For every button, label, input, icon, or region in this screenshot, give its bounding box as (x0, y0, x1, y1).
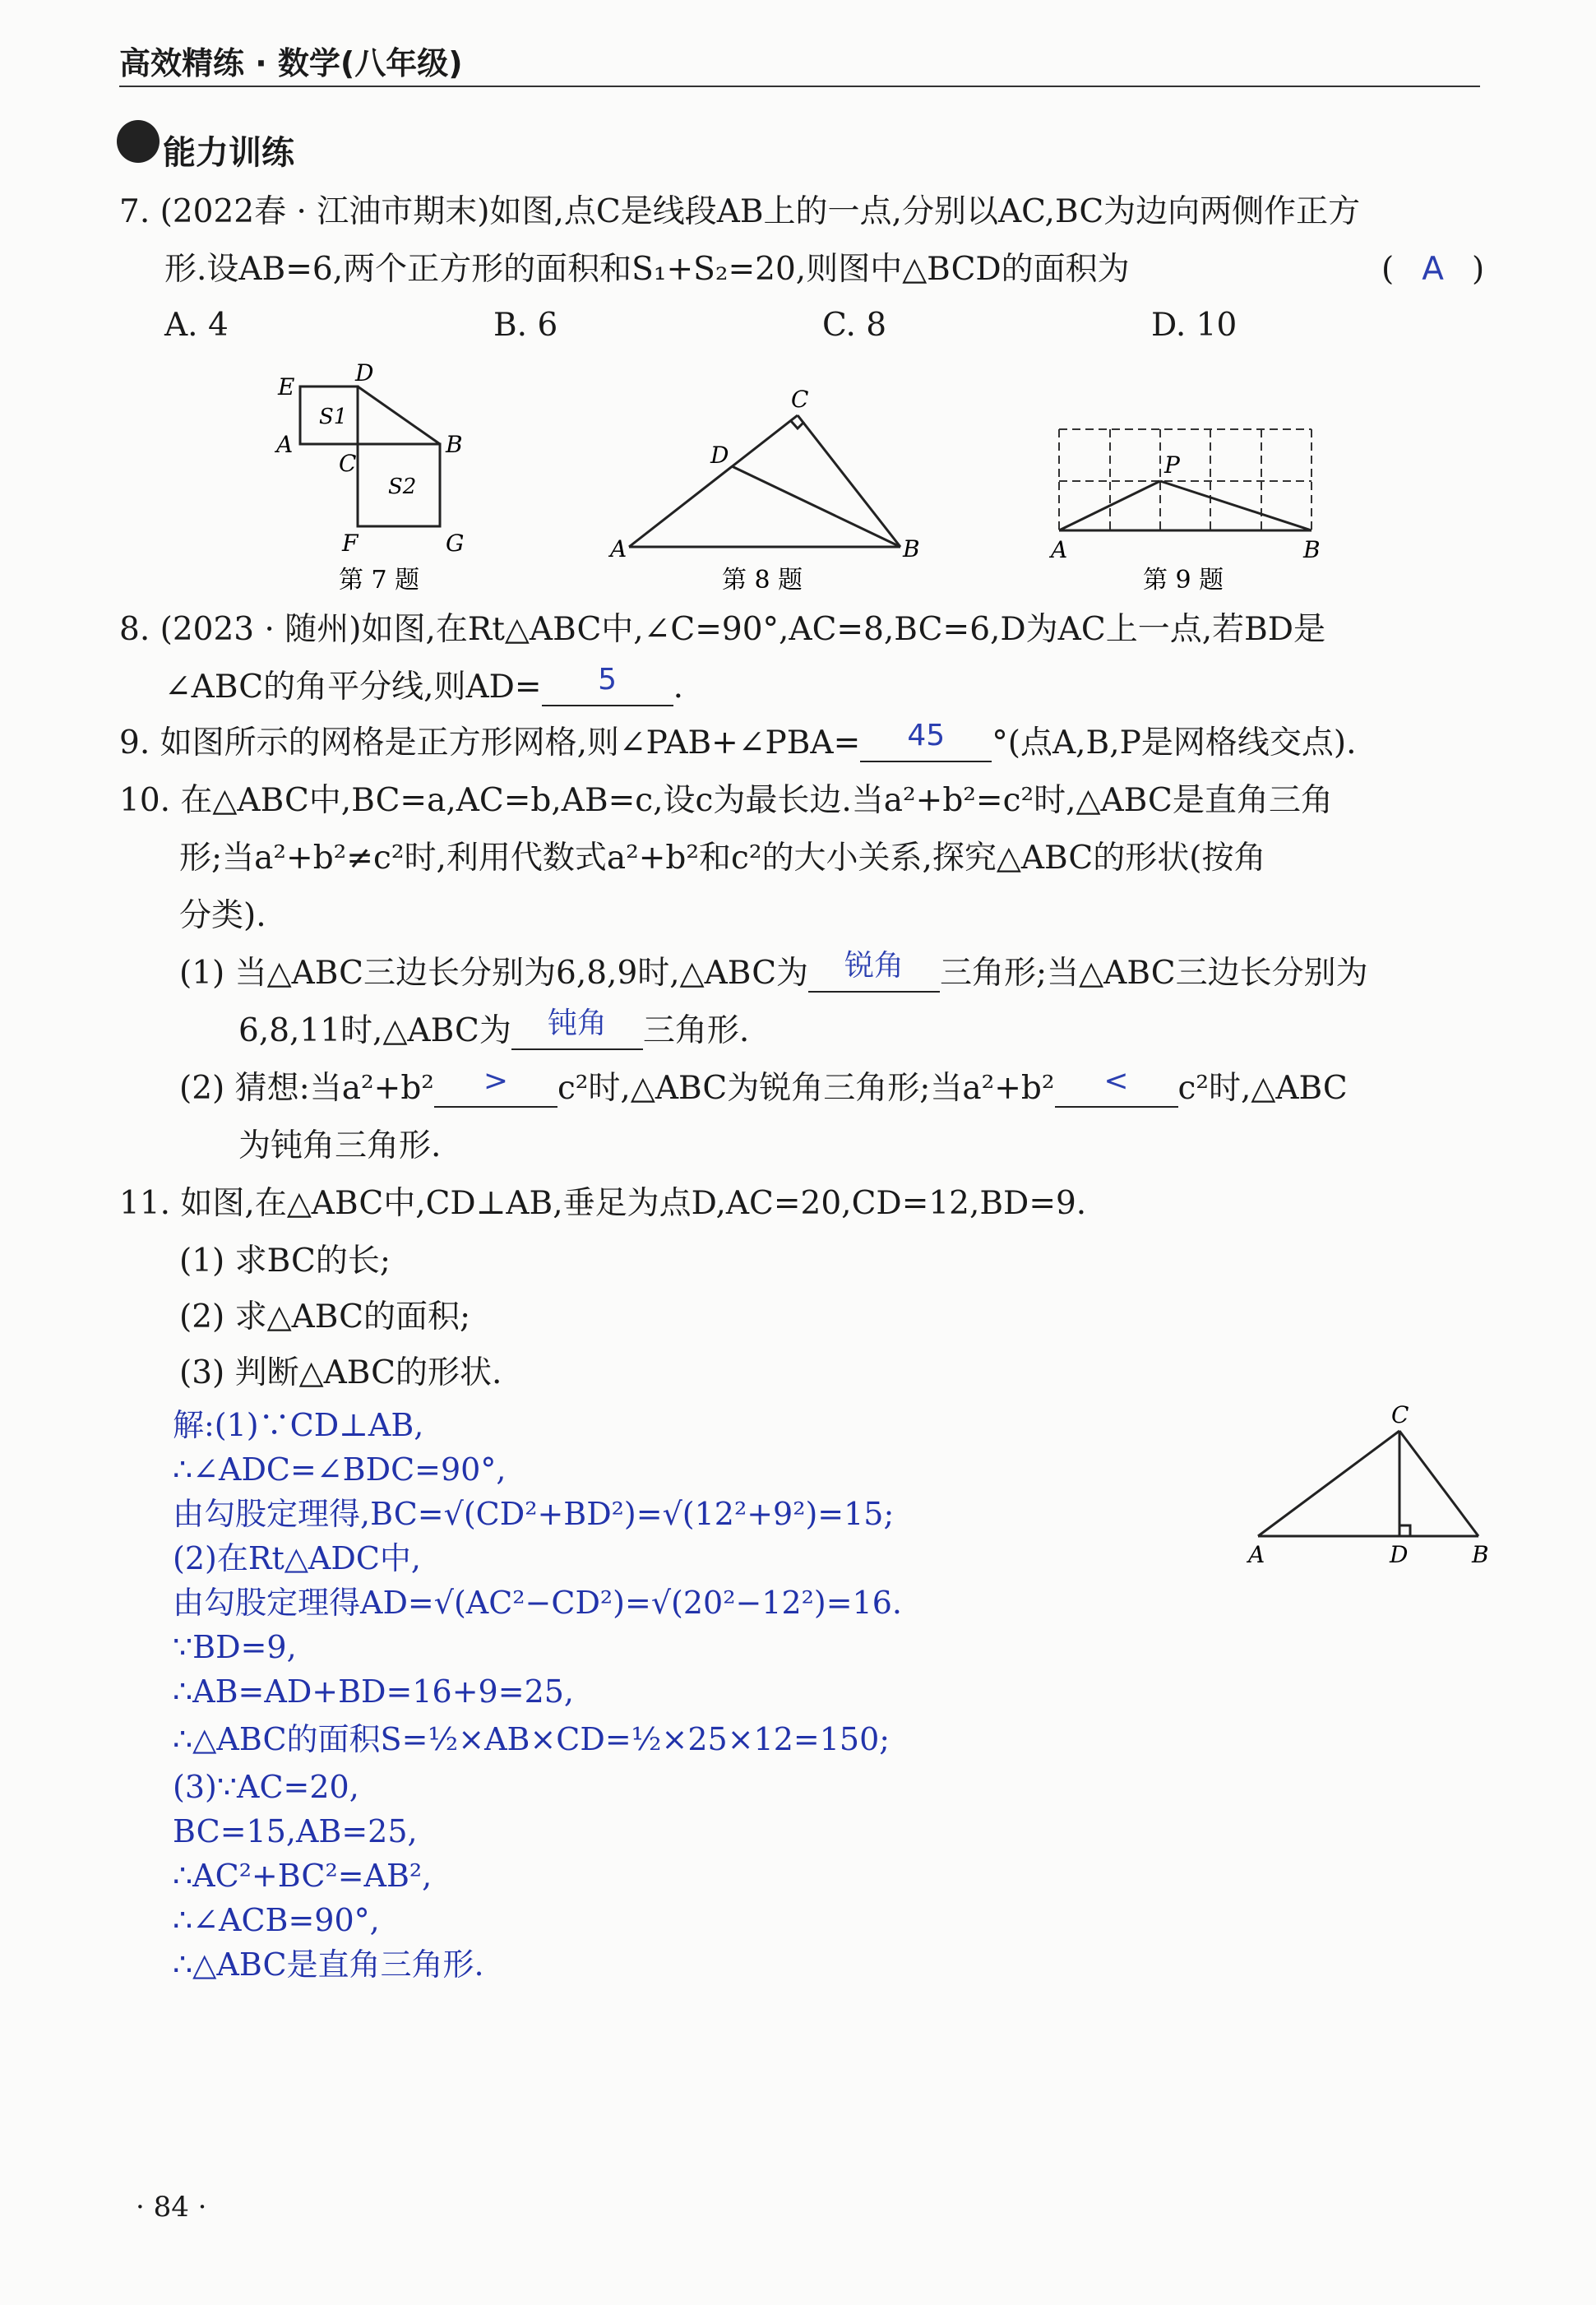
q9-pre: 9. 如图所示的网格是正方形网格,则∠PAB+∠PBA= (119, 724, 861, 761)
q7-bracket (1381, 248, 1484, 291)
q10-part2-line2: 为钝角三角形. (238, 1127, 442, 1164)
q7-option-c: C. 8 (822, 307, 887, 344)
q7-option-a: A. 4 (164, 307, 229, 344)
q11-line1: 11. 如图,在△ABC中,CD⊥AB,垂足为点D,AC=20,CD=12,BD=9. (119, 1185, 1087, 1222)
page-number: · 84 · (136, 2191, 207, 2224)
q10-p2-ans1: > (483, 1064, 509, 1098)
q10-p1-line2-post: 三角形. (642, 1012, 750, 1049)
q8-line2 (164, 663, 683, 709)
solution-line-12: ∴∠ACB=90°, (173, 1902, 380, 1938)
figure-11 (1242, 1398, 1505, 1579)
q10-part2-line1 (179, 1064, 1348, 1110)
q10-p1-line2-pre: 6,8,11时,△ABC为 (238, 1012, 511, 1049)
fig9-caption: 第 9 题 (1143, 566, 1224, 595)
q8-answer-blank (542, 663, 673, 706)
q8-answer: 5 (598, 663, 618, 697)
q9-answer: 45 (907, 719, 946, 752)
q9-line (119, 719, 1357, 765)
solution-line-10: BC=15,AB=25, (173, 1813, 418, 1849)
fig7-label-f: F (342, 530, 359, 557)
q10-p1-ans2: 钝角 (547, 1007, 607, 1040)
q7-line1: 7. (2022春 · 江油市期末)如图,点C是线段AB上的一点,分别以AC,BC为边向两侧作正方 (119, 193, 1361, 230)
figure-9 (1044, 419, 1340, 596)
figure-7 (263, 358, 502, 596)
section-icon (117, 120, 160, 163)
q10-p1-pre: (1) 当△ABC三边长分别为6,8,9时,△ABC为 (179, 955, 809, 992)
fig7-label-b: B (446, 431, 463, 458)
fig7-caption: 第 7 题 (339, 566, 420, 595)
q10-p1-mid: 三角形;当△ABC三边长分别为 (940, 955, 1368, 992)
q10-p2-mid: c²时,△ABC为锐角三角形;当a²+b² (557, 1070, 1055, 1107)
fig8-label-a: A (610, 535, 627, 562)
q10-p1-ans1: 锐角 (844, 949, 904, 983)
solution-line-4: (2)在Rt△ADC中, (173, 1540, 421, 1576)
solution-line-1: 解:(1)∵CD⊥AB, (173, 1407, 424, 1443)
q7-answer: A (1422, 251, 1444, 288)
q10-line1: 10. 在△ABC中,BC=a,AC=b,AB=c,设c为最长边.当a²+b²=c²时,△ABC是直角三角 (119, 782, 1333, 819)
q9-answer-blank (860, 719, 992, 762)
fig11-label-d: D (1390, 1541, 1409, 1568)
q10-p1-blank1 (808, 949, 940, 993)
fig11-label-c: C (1391, 1401, 1409, 1428)
q10-part1-line2 (238, 1007, 750, 1053)
solution-line-6: ∵BD=9, (173, 1629, 297, 1665)
q10-line2: 形;当a²+b²≠c²时,利用代数式a²+b²和c²的大小关系,探究△ABC的形状(按角 (179, 840, 1266, 877)
q7-option-b: B. 6 (493, 307, 558, 344)
figure-8 (600, 374, 929, 596)
q9-post: °(点A,B,P是网格线交点). (992, 724, 1357, 761)
q10-p2-ans2: < (1103, 1064, 1129, 1098)
solution-line-2: ∴∠ADC=∠BDC=90°, (173, 1451, 507, 1488)
q7-option-d: D. 10 (1151, 307, 1237, 344)
fig7-label-e: E (278, 373, 295, 400)
q10-p2-blank1 (434, 1064, 557, 1108)
q10-p2-post: c²时,△ABC (1177, 1070, 1348, 1107)
fig8-caption: 第 8 题 (722, 566, 803, 595)
running-header: 高效精练 · 数学(八年级) (119, 45, 463, 81)
q8-line1: 8. (2023 · 随州)如图,在Rt△ABC中,∠C=90°,AC=8,BC=6,D为AC上一点,若BD是 (119, 611, 1326, 648)
fig8-label-b: B (903, 535, 920, 562)
fig8-label-c: C (791, 386, 809, 413)
fig7-label-d: D (355, 359, 374, 386)
fig9-label-a: A (1051, 536, 1068, 563)
solution-line-5: 由勾股定理得AD=√(AC²−CD²)=√(20²−12²)=16. (173, 1585, 902, 1621)
solution-line-13: ∴△ABC是直角三角形. (173, 1946, 484, 1983)
q10-p2-blank2 (1055, 1064, 1178, 1108)
fig11-label-b: B (1472, 1541, 1489, 1568)
solution-line-11: ∴AC²+BC²=AB², (173, 1858, 433, 1894)
fig7-label-g: G (446, 530, 465, 557)
solution-line-9: (3)∵AC=20, (173, 1769, 359, 1805)
header-rule (119, 86, 1480, 87)
fig7-label-s1: S1 (319, 405, 348, 429)
q7-bracket-open: ( (1381, 251, 1395, 288)
q8-line2-post: . (673, 669, 683, 706)
q11-sub3: (3) 判断△ABC的形状. (179, 1354, 502, 1391)
q10-line3: 分类). (179, 897, 266, 934)
q7-line2: 形.设AB=6,两个正方形的面积和S₁+S₂=20,则图中△BCD的面积为 (164, 251, 1130, 288)
fig9-label-b: B (1303, 536, 1321, 563)
q11-sub1: (1) 求BC的长; (179, 1243, 391, 1280)
q10-p2-pre: (2) 猜想:当a²+b² (179, 1070, 434, 1107)
solution-line-3: 由勾股定理得,BC=√(CD²+BD²)=√(12²+9²)=15; (173, 1496, 895, 1532)
solution-line-8: ∴△ABC的面积S=½×AB×CD=½×25×12=150; (173, 1721, 891, 1757)
fig7-label-c: C (339, 450, 357, 477)
q7-bracket-close: ) (1472, 251, 1485, 288)
q8-line2-pre: ∠ABC的角平分线,则AD= (164, 669, 542, 706)
fig11-label-a: A (1248, 1541, 1265, 1568)
q10-p1-blank2 (511, 1007, 643, 1050)
q11-sub2: (2) 求△ABC的面积; (179, 1298, 471, 1335)
q10-part1-line1 (179, 949, 1368, 995)
fig9-label-p: P (1164, 451, 1180, 479)
solution-line-7: ∴AB=AD+BD=16+9=25, (173, 1673, 575, 1710)
fig8-label-d: D (710, 442, 729, 469)
fig7-label-s2: S2 (388, 474, 417, 499)
section-title: 能力训练 (163, 134, 294, 172)
fig7-label-a: A (276, 431, 294, 458)
